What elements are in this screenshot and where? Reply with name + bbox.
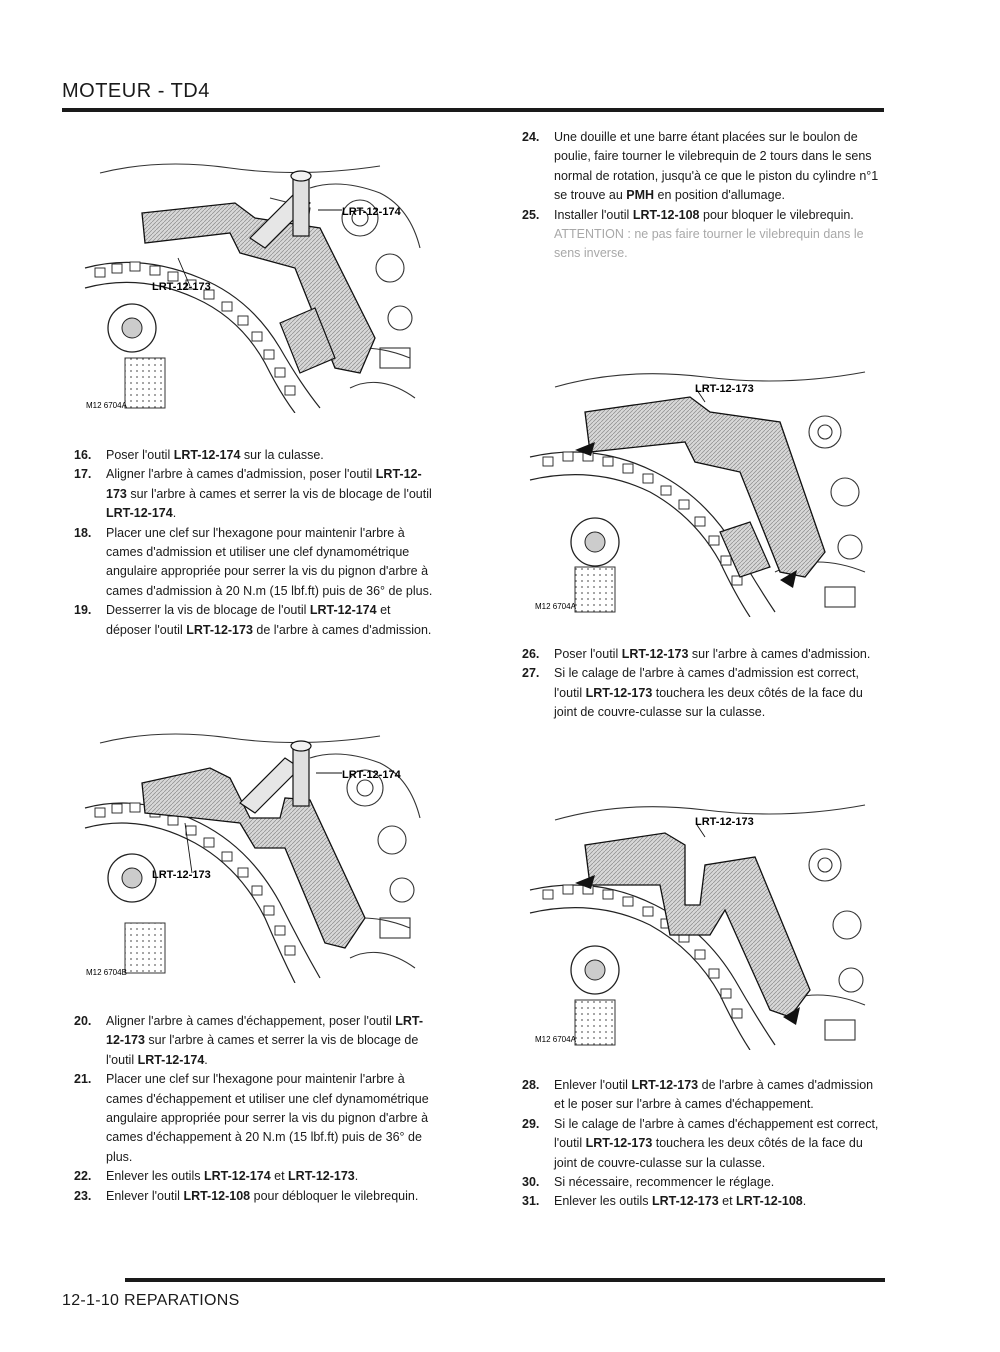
step-text: pour débloquer le vilebrequin. bbox=[250, 1188, 419, 1203]
step-number: 20. bbox=[74, 1014, 92, 1028]
engine-illustration-3 bbox=[525, 362, 875, 617]
step-text: Si nécessaire, recommencer le réglage. bbox=[554, 1175, 775, 1190]
steps-list-16-19 bbox=[74, 446, 434, 640]
step-text: de l'arbre à cames d'admission. bbox=[252, 622, 432, 637]
step-text: de l'arbre à cames d'admission et le poser sur l'arbre à cames d'échappement. bbox=[554, 1078, 874, 1112]
callout-label: LRT-12-173 bbox=[152, 869, 211, 881]
steps-list-20-23 bbox=[74, 1012, 434, 1206]
step-text: Desserrer la vis de blocage de l'outil bbox=[106, 603, 310, 618]
step-19 bbox=[74, 601, 434, 640]
step-text: Poser l'outil bbox=[106, 448, 174, 462]
step-21 bbox=[74, 1070, 434, 1167]
step-number: 27. bbox=[522, 666, 540, 681]
step-text: Si le calage de l'arbre à cames d'échappement est correct, l'outil bbox=[554, 1116, 879, 1151]
step-23 bbox=[74, 1187, 434, 1206]
tool-ref: LRT-12-173 bbox=[585, 1136, 653, 1151]
step-29 bbox=[522, 1115, 884, 1173]
step-text: . bbox=[802, 1194, 807, 1209]
page-footer: 12-1-10 REPARATIONS bbox=[62, 1292, 240, 1309]
step-25 bbox=[522, 206, 884, 225]
step-number: 31. bbox=[522, 1194, 540, 1209]
figure-ref: M12 6704A bbox=[535, 602, 576, 611]
step-number: 28. bbox=[522, 1078, 540, 1092]
step-text: Installer l'outil bbox=[554, 207, 633, 222]
step-text: Poser l'outil bbox=[554, 647, 622, 661]
step-number: 16. bbox=[74, 448, 92, 462]
step-text: en position d'allumage. bbox=[654, 188, 785, 203]
tool-ref: LRT-12-174 bbox=[137, 1052, 205, 1067]
step-text: pour bloquer le vilebrequin. bbox=[699, 207, 854, 222]
step-text: et bbox=[270, 1169, 289, 1184]
tool-ref: LRT-12-108 bbox=[736, 1194, 803, 1209]
step-number: 17. bbox=[74, 467, 92, 482]
tool-ref: LRT-12-173 bbox=[106, 467, 422, 501]
step-number: 18. bbox=[74, 525, 92, 540]
step-text: et déposer l'outil bbox=[106, 603, 391, 637]
step-text: Aligner l'arbre à cames d'échappement, poser l'outil bbox=[106, 1014, 396, 1028]
steps-list-28-31 bbox=[522, 1076, 884, 1212]
tool-ref: PMH bbox=[626, 188, 655, 203]
step-text: touchera les deux côtés de la face du joint de couvre-culasse sur la culasse. bbox=[554, 685, 863, 720]
step-24 bbox=[522, 128, 884, 206]
tool-ref: LRT-12-173 bbox=[585, 685, 653, 700]
tool-ref: LRT-12-174 bbox=[309, 603, 377, 618]
footer-rule bbox=[125, 1278, 885, 1282]
step-number: 22. bbox=[74, 1169, 92, 1184]
step-27 bbox=[522, 664, 884, 722]
step-number: 29. bbox=[522, 1116, 540, 1131]
step-text: . bbox=[204, 1052, 208, 1067]
step-number: 25. bbox=[522, 207, 540, 222]
step-17 bbox=[74, 465, 434, 523]
step-text: Enlever l'outil bbox=[106, 1188, 184, 1203]
step-text: Enlever l'outil bbox=[554, 1078, 632, 1092]
page-title: MOTEUR - TD4 bbox=[62, 80, 210, 102]
step-text: Enlever les outils bbox=[106, 1169, 204, 1184]
step-text: Enlever les outils bbox=[554, 1194, 652, 1209]
step-22 bbox=[74, 1167, 434, 1186]
step-number: 30. bbox=[522, 1175, 540, 1190]
step-text: Aligner l'arbre à cames d'admission, poser l'outil bbox=[106, 467, 376, 482]
step-number: 19. bbox=[74, 603, 92, 618]
step-text: . bbox=[172, 506, 177, 521]
figure-1 bbox=[80, 158, 425, 413]
figure-2 bbox=[80, 728, 425, 983]
tool-ref: LRT-12-173 bbox=[621, 647, 689, 661]
tool-ref: LRT-12-173 bbox=[631, 1078, 699, 1092]
tool-ref: LRT-12-173 bbox=[651, 1194, 719, 1209]
figure-ref: M12 6704A bbox=[86, 401, 127, 410]
step-text: et bbox=[718, 1194, 737, 1209]
step-text: Placer une clef sur l'hexagone pour maintenir l'arbre à cames d'échappement et utiliser une clef dynamométrique angulaire appropriée pour serrer la vis du pignon d'arbre à cames d'échappement à 20 N.m (15 lbf.ft) puis de 36° de plus. bbox=[106, 1072, 429, 1164]
callout-label: LRT-12-174 bbox=[342, 769, 401, 781]
step-number: 24. bbox=[522, 130, 540, 144]
figure-ref: M12 6704A bbox=[535, 1035, 576, 1044]
tool-ref: LRT-12-174 bbox=[106, 506, 173, 521]
steps-list-26-27 bbox=[522, 645, 884, 723]
engine-illustration-1 bbox=[80, 158, 425, 413]
step-text: sur la culasse. bbox=[240, 448, 324, 462]
tool-ref: LRT-12-173 bbox=[186, 622, 253, 637]
step-text: sur l'arbre à cames et serrer la vis de blocage de l'outil bbox=[126, 486, 432, 501]
step-text: sur l'arbre à cames d'admission. bbox=[688, 647, 871, 661]
caution-note: ATTENTION : ne pas faire tourner le vilebrequin dans le sens inverse. bbox=[554, 227, 864, 261]
step-20 bbox=[74, 1012, 434, 1070]
callout-label: LRT-12-174 bbox=[342, 206, 401, 218]
step-text: Placer une clef sur l'hexagone pour maintenir l'arbre à cames d'admission et utiliser une clef dynamométrique angulaire appropriée pour serrer la vis du pignon d'arbre à cames d'admission à 20 N.m (15 lbf.ft) puis de 36° de plus. bbox=[106, 525, 433, 598]
header-rule bbox=[62, 108, 884, 112]
tool-ref: LRT-12-173 bbox=[288, 1169, 355, 1184]
tool-ref: LRT-12-174 bbox=[203, 1169, 271, 1184]
figure-ref: M12 6704B bbox=[86, 968, 127, 977]
step-18 bbox=[74, 524, 434, 602]
step-31 bbox=[522, 1192, 884, 1211]
step-number: 21. bbox=[74, 1072, 92, 1087]
steps-list-24-25 bbox=[522, 128, 884, 264]
engine-illustration-4 bbox=[525, 795, 875, 1050]
step-text: . bbox=[354, 1169, 359, 1184]
figure-4 bbox=[525, 795, 875, 1050]
figure-3 bbox=[525, 362, 875, 617]
step-26 bbox=[522, 645, 884, 664]
tool-ref: LRT-12-108 bbox=[632, 207, 700, 222]
tool-ref: LRT-12-108 bbox=[183, 1188, 251, 1203]
step-text: sur l'arbre à cames et serrer la vis de blocage de l'outil bbox=[106, 1033, 419, 1067]
tool-ref: LRT-12-174 bbox=[173, 448, 241, 462]
engine-illustration-2 bbox=[80, 728, 425, 983]
step-number: 26. bbox=[522, 647, 540, 661]
callout-label: LRT-12-173 bbox=[695, 816, 754, 828]
step-text: Si le calage de l'arbre à cames d'admission est correct, l'outil bbox=[554, 666, 859, 700]
tool-ref: LRT-12-173 bbox=[106, 1014, 424, 1048]
step-text: touchera les deux côtés de la face du joint de couvre-culasse sur la culasse. bbox=[554, 1136, 863, 1170]
step-16 bbox=[74, 446, 434, 465]
callout-label: LRT-12-173 bbox=[152, 281, 211, 293]
step-number: 23. bbox=[74, 1188, 92, 1203]
callout-label: LRT-12-173 bbox=[695, 383, 754, 395]
step-28 bbox=[522, 1076, 884, 1115]
step-text: Une douille et une barre étant placées sur le boulon de poulie, faire tourner le vilebrequin de 2 tours dans le sens normal de rotation, jusqu'à ce que le piston du cylindre n°1 se trouve au bbox=[554, 130, 879, 203]
step-30 bbox=[522, 1173, 884, 1192]
